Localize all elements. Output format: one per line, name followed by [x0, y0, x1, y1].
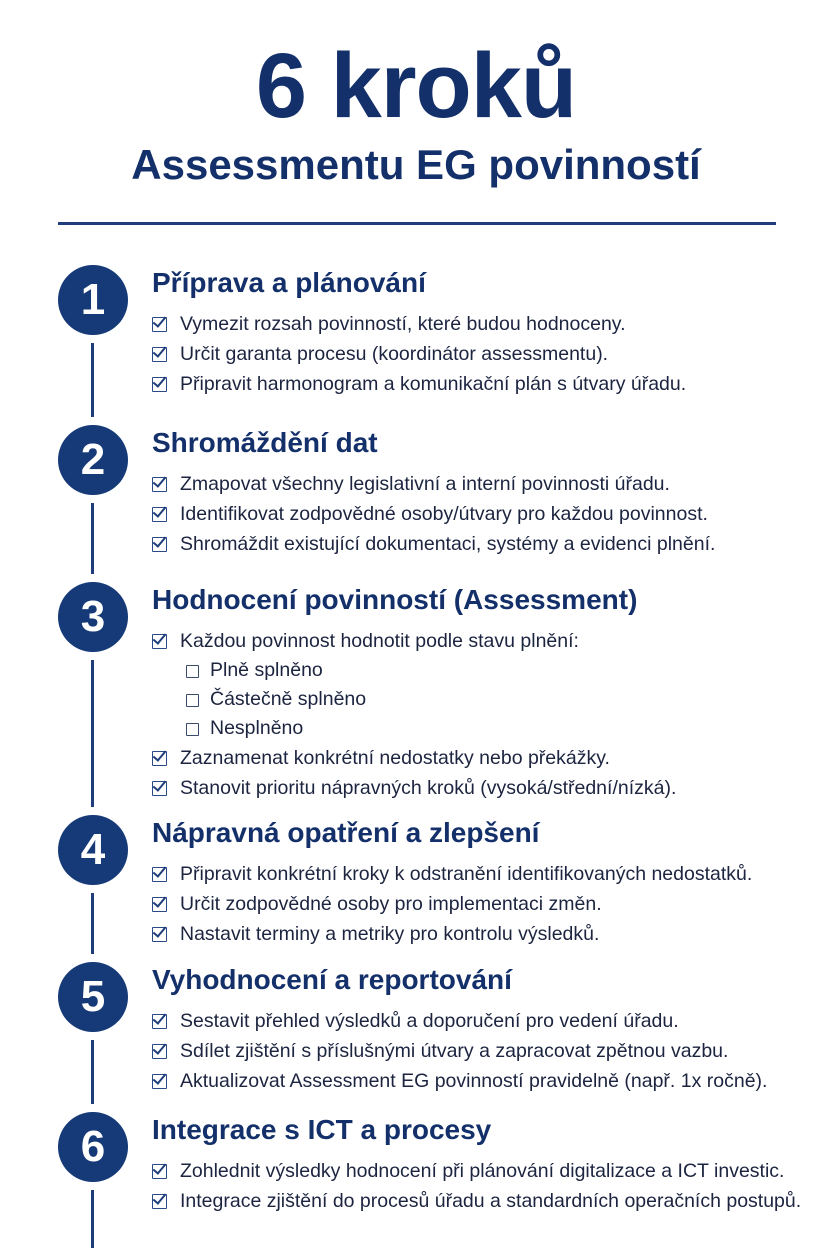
checklist-item-text: Zmapovat všechny legislativní a interní povinnosti úřadu. — [180, 473, 670, 495]
checklist-subitem — [152, 685, 676, 714]
checkbox-checked-icon — [152, 507, 167, 522]
step-checklist — [152, 309, 686, 399]
page-title: 6 kroků — [255, 35, 577, 137]
step-title: Shromáždění dat — [152, 427, 378, 458]
checkbox-checked-icon — [152, 1074, 167, 1089]
checklist-item-text: Shromáždit existující dokumentaci, systémy a evidenci plnění. — [180, 533, 716, 555]
checkbox-checked-icon — [152, 377, 167, 392]
checklist-item — [152, 1066, 767, 1096]
checkbox-empty-icon — [186, 694, 199, 707]
step-number-badge: 6 — [58, 1112, 128, 1182]
timeline-connector — [91, 660, 94, 807]
checklist-item-text: Určit zodpovědné osoby pro implementaci změn. — [180, 893, 602, 915]
timeline-connector — [91, 1040, 94, 1104]
checkbox-checked-icon — [152, 751, 167, 766]
checklist-item-text: Částečně splněno — [210, 688, 367, 710]
checkbox-checked-icon — [152, 781, 167, 796]
checklist-item — [152, 309, 686, 339]
checklist-item-text: Nesplněno — [210, 717, 304, 739]
checklist-item-text: Určit garanta procesu (koordinátor assessmentu). — [180, 343, 609, 365]
checklist-item-text: Nastavit terminy a metriky pro kontrolu výsledků. — [180, 923, 600, 945]
timeline-connector — [91, 1190, 94, 1248]
checklist-item — [152, 1006, 767, 1036]
checkbox-checked-icon — [152, 1044, 167, 1059]
checklist-item-text: Aktualizovat Assessment EG povinností pravidelně (např. 1x ročně). — [180, 1070, 768, 1092]
checkbox-checked-icon — [152, 927, 167, 942]
checklist-item-text: Identifikovat zodpovědné osoby/útvary pro každou povinnost. — [180, 503, 708, 525]
step-checklist — [152, 469, 715, 559]
checklist-item-text: Stanovit prioritu nápravných kroků (vysoká/střední/nízká). — [180, 777, 677, 799]
checklist-item-text: Plně splněno — [210, 659, 323, 681]
checklist-item-text: Sestavit přehled výsledků a doporučení pro vedení úřadu. — [180, 1010, 679, 1032]
step-title: Příprava a plánování — [152, 267, 426, 298]
step-checklist — [152, 859, 752, 949]
checkbox-empty-icon — [186, 723, 199, 736]
checklist-item-text: Sdílet zjištění s příslušnými útvary a zapracovat zpětnou vazbu. — [180, 1040, 729, 1062]
timeline-connector — [91, 893, 94, 954]
step-checklist — [152, 1156, 801, 1216]
checklist-subitem — [152, 714, 676, 743]
checkbox-checked-icon — [152, 1014, 167, 1029]
step-number-badge: 4 — [58, 815, 128, 885]
checklist-item-text: Zaznamenat konkrétní nedostatky nebo překážky. — [180, 747, 610, 769]
checklist-item — [152, 773, 676, 803]
checklist-item — [152, 1156, 801, 1186]
checklist-item — [152, 339, 686, 369]
checklist-item — [152, 369, 686, 399]
checklist-item — [152, 743, 676, 773]
checklist-item-text: Vymezit rozsah povinností, které budou hodnoceny. — [180, 313, 626, 335]
checkbox-checked-icon — [152, 867, 167, 882]
step-number-badge: 1 — [58, 265, 128, 335]
checkbox-checked-icon — [152, 897, 167, 912]
checkbox-checked-icon — [152, 477, 167, 492]
step-number-badge: 3 — [58, 582, 128, 652]
timeline-connector — [91, 503, 94, 574]
checklist-item-text: Integrace zjištění do procesů úřadu a standardních operačních postupů. — [180, 1190, 802, 1212]
checklist-item — [152, 626, 676, 656]
checkbox-empty-icon — [186, 665, 199, 678]
step-title: Nápravná opatření a zlepšení — [152, 817, 540, 848]
step-checklist — [152, 626, 676, 803]
checklist-item — [152, 1186, 801, 1216]
checkbox-checked-icon — [152, 1164, 167, 1179]
checkbox-checked-icon — [152, 347, 167, 362]
step-title: Hodnocení povinností (Assessment) — [152, 584, 638, 615]
page-subtitle: Assessmentu EG povinností — [131, 141, 701, 188]
checkbox-checked-icon — [152, 634, 167, 649]
checklist-item — [152, 499, 715, 529]
checklist-item — [152, 859, 752, 889]
checklist-item-text: Připravit konkrétní kroky k odstranění identifikovaných nedostatků. — [180, 863, 753, 885]
timeline-connector — [91, 343, 94, 417]
checklist-item-text: Zohlednit výsledky hodnocení při plánování digitalizace a ICT investic. — [180, 1160, 785, 1182]
step-title: Vyhodnocení a reportování — [152, 964, 512, 995]
step-title: Integrace s ICT a procesy — [152, 1114, 492, 1145]
checklist-item — [152, 529, 715, 559]
checklist-item — [152, 1036, 767, 1066]
step-checklist — [152, 1006, 767, 1096]
checkbox-checked-icon — [152, 317, 167, 332]
checklist-subitem — [152, 656, 676, 685]
checklist-item — [152, 919, 752, 949]
checkbox-checked-icon — [152, 537, 167, 552]
checkbox-checked-icon — [152, 1194, 167, 1209]
checklist-item — [152, 889, 752, 919]
checklist-item-text: Připravit harmonogram a komunikační plán s útvary úřadu. — [180, 373, 687, 395]
checklist-item-text: Každou povinnost hodnotit podle stavu plnění: — [180, 630, 579, 652]
checklist-item — [152, 469, 715, 499]
step-number-badge: 5 — [58, 962, 128, 1032]
step-number-badge: 2 — [58, 425, 128, 495]
header-divider — [58, 222, 776, 225]
